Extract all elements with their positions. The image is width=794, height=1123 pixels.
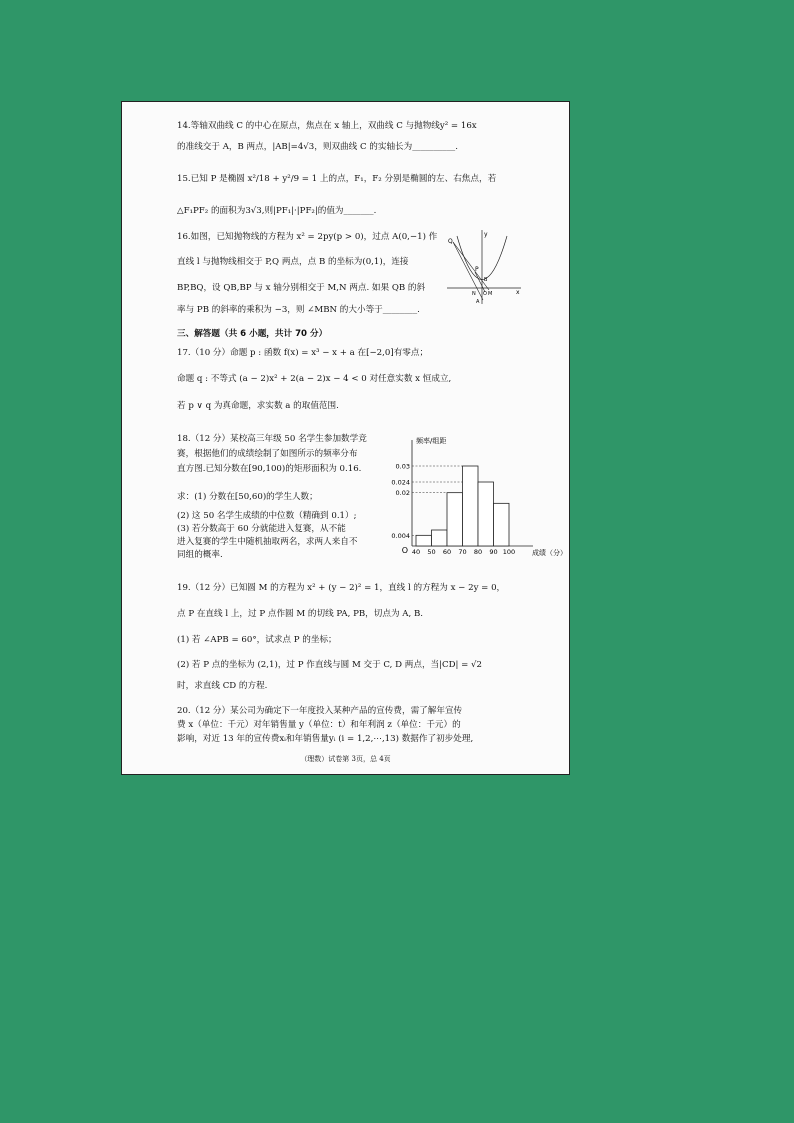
q14-line-1: 14.等轴双曲线 C 的中心在原点，焦点在 x 轴上，双曲线 C 与抛物线y² = 16x [177,121,477,131]
q16-line-2: 直线 l 与抛物线相交于 P,Q 两点，点 B 的坐标为(0,1)，连接 [177,257,409,267]
q16-line-1: 16.如图，已知抛物线的方程为 x² = 2py(p > 0)，过点 A(0,−1) 作 [177,232,438,242]
histogram-xtick-100: 100 [502,548,516,556]
q18-line-4: 求：(1) 分数在[50,60)的学生人数； [177,492,318,502]
histogram-xlabel: 成绩（分） [532,549,567,557]
histogram-xtick-80: 80 [473,548,483,556]
q20-line-2: 费 x（单位：千元）对年销售量 y（单位：t）和年利润 z（单位：千元）的 [177,720,461,730]
histogram-ytick-0.02: 0.02 [395,489,410,498]
histogram-bar-40-50 [416,535,432,546]
label-p: P [475,266,479,273]
frequency-histogram [388,434,570,562]
page-footer: （理数）试卷第 3页，总 4页 [300,755,391,763]
histogram-bar-80-90 [478,482,494,546]
label-q: Q [448,238,453,245]
histogram-xtick-50: 50 [427,548,436,556]
q15-line-2: △F₁PF₂ 的面积为3√3,则|PF₁|·|PF₂|的值为_______. [177,206,377,216]
q16-line-4: 率与 PB 的斜率的乘积为 −3，则 ∠MBN 的大小等于________. [177,305,420,315]
section-3-heading: 三、解答题（共 6 小题，共计 70 分） [177,329,328,339]
q17-line-2: 命题 q : 不等式 (a − 2)x² + 2(a − 2)x − 4 < 0 对任意实数 x 恒成立, [177,374,452,384]
q19-line-5: 时，求直线 CD 的方程. [177,681,268,691]
q18-line-5: (2) 这 50 名学生成绩的中位数（精确到 0.1）; [177,511,357,521]
label-y: y [484,231,488,238]
q15-line-1: 15.已知 P 是椭圆 x²/18 + y²/9 = 1 上的点，F₁，F₂ 分别是椭圆的左、右焦点，若 [177,174,497,184]
histogram-xtick-40: 40 [411,548,421,556]
q20-line-3: 影响，对近 13 年的宣传费xᵢ和年销售量yᵢ (i = 1,2,⋯,13) 数据作了初步处理, [177,734,474,744]
q14-line-2: 的准线交于 A，B 两点，|AB|=4√3，则双曲线 C 的实轴长为__________. [177,142,458,152]
histogram-bar-50-60 [432,530,448,546]
q18-line-7: 进入复赛的学生中随机抽取两名，求两人来自不 [177,537,358,547]
q19-line-3: (1) 若 ∠APB = 60°，试求点 P 的坐标； [177,635,337,645]
histogram-xtick-70: 70 [458,548,467,556]
histogram-bar-60-70 [447,493,463,546]
q18-line-1: 18.（12 分）某校高三年级 50 名学生参加数学竞 [177,434,367,444]
exam-page [121,101,570,775]
histogram-origin: O [401,546,408,555]
label-n: N [472,291,476,297]
histogram-ytick-0.024: 0.024 [391,478,410,487]
label-a: A [476,299,480,305]
parabola-figure [447,228,522,306]
label-x: x [516,289,520,296]
histogram-xtick-60: 60 [442,548,452,556]
histogram-bar-90-100 [494,503,510,546]
label-o: O [483,291,487,297]
q19-line-2: 点 P 在直线 l 上，过 P 点作圆 M 的切线 PA, PB，切点为 A, B. [177,609,424,619]
q18-line-6: (3) 若分数高于 60 分就能进入复赛，从不能 [177,524,346,534]
q18-line-2: 赛，根据他们的成绩绘制了如图所示的频率分布 [177,449,358,459]
q17-line-1: 17.（10 分）命题 p : 函数 f(x) = x³ − x + a 在[−2,0]有零点； [177,348,429,358]
histogram-bar-70-80 [463,466,479,546]
label-m: M [488,291,493,297]
q17-line-3: 若 p ∨ q 为真命题，求实数 a 的取值范围. [177,401,339,411]
q18-line-8: 同组的概率. [177,550,223,560]
label-b: B [484,277,488,283]
histogram-ytick-0.03: 0.03 [395,462,410,471]
q16-line-3: BP,BQ，设 QB,BP 与 x 轴分别相交于 M,N 两点. 如果 QB 的斜 [177,283,426,293]
q19-line-4: (2) 若 P 点的坐标为 (2,1)，过 P 作直线与圆 M 交于 C, D 两点，当|CD| = √2 [177,660,482,670]
histogram-ylabel: 频率/组距 [416,437,447,445]
q20-line-1: 20.（12 分）某公司为确定下一年度投入某种产品的宣传费，需了解年宣传 [177,706,463,716]
q19-line-1: 19.（12 分）已知圆 M 的方程为 x² + (y − 2)² = 1，直线 l 的方程为 x − 2y = 0， [177,583,506,593]
histogram-xtick-90: 90 [489,548,498,556]
q18-line-3: 直方图.已知分数在[90,100)的矩形面积为 0.16. [177,464,362,474]
histogram-ytick-0.004: 0.004 [391,531,410,540]
